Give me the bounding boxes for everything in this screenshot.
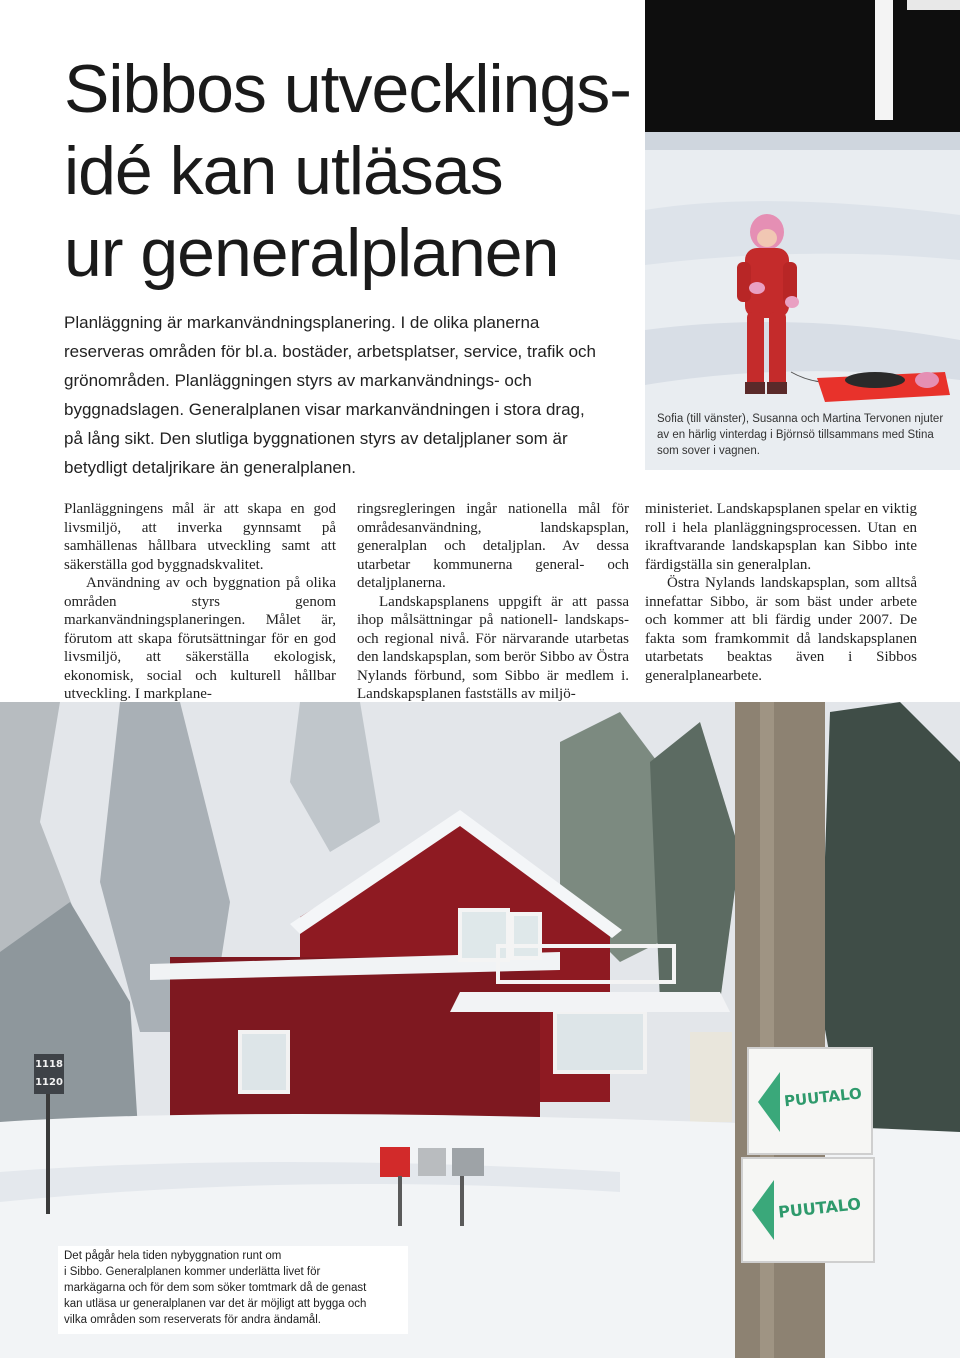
- body-paragraph: Östra Nylands landskapsplan, som alltså innefattar Sibbo, är som bäst under arbete och kommer att bli färdig under 2007. De fakta som framkommit då landskapsplanen utarbetats beaktas även i Sibbos generalplanearbete.: [645, 575, 917, 684]
- puutalo-sign: PUUTALO: [783, 1084, 863, 1111]
- lead-line: Planläggning är markanvändningsplanering. I de olika planerna: [64, 313, 540, 332]
- puutalo-sign: PUUTALO: [777, 1194, 862, 1222]
- body-paragraph: Planläggningens mål är att skapa en god livsmiljö, att inverka gynnsamt på samhällenas hållbara utveckling samt att säkerställa god byggnadskvalitet.: [64, 501, 336, 573]
- caption-line: Det pågår hela tiden nybyggnation runt om: [64, 1250, 282, 1262]
- lead-line: grönområden. Planläggningen styrs av markanvändnings- och: [64, 371, 532, 390]
- body-paragraph: Användning av och byggnation på olika områden styrs genom markanvändningsplaneringen. Målet är, förutom att skapa förutsättningar för en god livsmiljö, att säkerställa ekologisk, ekonomisk, social och kulturell hållbar utveckling. I markplane-: [64, 575, 336, 702]
- body-paragraph: Landskapsplanens uppgift är att passa ihop målsättningar på nationell- landskaps- och regional nivå. För närvarande utarbetas den landskapsplan, som berör Sibbo av Östra Nylands förbund, som Sibbo är medlem i. Landskapsplanen fastställs av miljö-: [357, 593, 629, 702]
- lead-line: på lång sikt. Den slutliga byggnationen styrs av detaljplaner som är: [64, 429, 568, 448]
- body-column-3: [645, 500, 917, 685]
- caption-line: markägarna och för dem som söker tomtmark då de genast: [64, 1282, 367, 1294]
- lead-line: betydligt detaljrikare än generalplanen.: [64, 458, 357, 477]
- body-paragraph: ringsregleringen ingår nationella mål för områdesanvändning, landskapsplan, generalplan och detaljplan. Av dessa utarbetar kommunerna general- och detaljplanerna.: [357, 501, 629, 591]
- caption-line: kan utläsa ur generalplanen var det är möjligt att bygga och: [64, 1298, 367, 1310]
- title-line: ur generalplanen: [64, 215, 559, 291]
- body-paragraph: ministeriet. Landskapsplanen spelar en viktig roll i hela planläggningsprocessen. Utan en ikraftvarande landskapsplan kan Sibbo inte färdigställa sin generalplan.: [645, 501, 918, 573]
- caption-line: vilka områden som reserverats för andra ändamål.: [64, 1314, 321, 1326]
- body-column-2: [357, 500, 629, 704]
- address-number: 1118: [35, 1059, 63, 1070]
- photo-child-sled-image: [645, 0, 960, 470]
- body-column-1: [64, 500, 336, 704]
- address-sign: [34, 1056, 64, 1092]
- photo-red-house-caption: [58, 1246, 408, 1334]
- lead-line: byggnadslagen. Generalplanen visar markanvändningen i stora drag,: [64, 400, 585, 419]
- lead-paragraph: [64, 308, 624, 482]
- photo-child-sled-caption: Sofia (till vänster), Susanna och Martina Tervonen njuter av en härlig vinterdag i Björnsö tillsammans med Stina som sover i vagnen.: [657, 413, 944, 457]
- lead-line: reserveras områden för bl.a. bostäder, arbetsplatser, service, trafik och: [64, 342, 596, 361]
- address-number: 1120: [35, 1077, 63, 1088]
- article-title: [64, 48, 664, 294]
- photo-child-sled: [645, 0, 960, 470]
- caption-line: i Sibbo. Generalplanen kommer underlätta livet för: [64, 1266, 321, 1278]
- title-line: Sibbos utvecklings-: [64, 51, 631, 127]
- title-line: idé kan utläsas: [64, 133, 503, 209]
